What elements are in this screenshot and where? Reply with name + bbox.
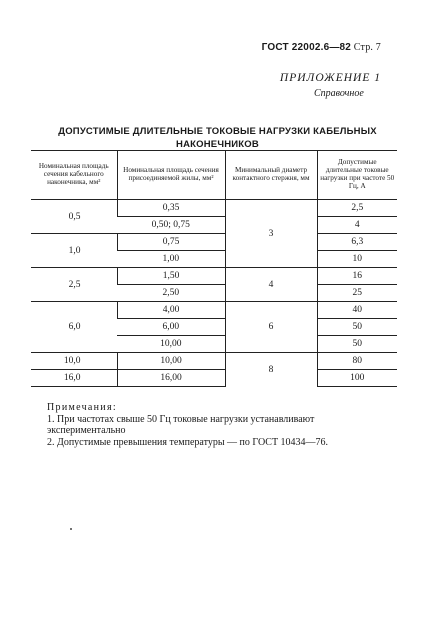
header-rod-diameter: Минимальный диаметр контактного стержня, мм — [225, 151, 317, 200]
current-cell: 2,5 — [317, 200, 397, 217]
table-title — [40, 125, 395, 151]
current-cell: 40 — [317, 302, 397, 319]
table-row — [31, 200, 397, 217]
wire-section-cell: 16,00 — [117, 370, 225, 387]
page-number: Стр. 7 — [353, 42, 381, 53]
notes-section — [47, 402, 393, 448]
current-cell: 50 — [317, 319, 397, 336]
rod-diameter-cell: 8 — [225, 353, 317, 387]
table-row — [31, 353, 397, 370]
wire-section-cell: 0,50; 0,75 — [117, 217, 225, 234]
wire-section-cell: 4,00 — [117, 302, 225, 319]
current-cell: 16 — [317, 268, 397, 285]
standard-number: ГОСТ 22002.6—82 — [261, 42, 352, 53]
table-title-line-2: НАКОНЕЧНИКОВ — [176, 139, 259, 150]
current-cell: 80 — [317, 353, 397, 370]
wire-section-cell: 0,75 — [117, 234, 225, 251]
table-row — [31, 370, 397, 387]
table-title-line-1: ДОПУСТИМЫЕ ДЛИТЕЛЬНЫЕ ТОКОВЫЕ НАГРУЗКИ КАБЕЛЬНЫХ — [58, 126, 377, 137]
current-cell: 4 — [317, 217, 397, 234]
rod-diameter-cell: 4 — [225, 268, 317, 302]
wire-section-cell: 10,00 — [117, 336, 225, 353]
lug-section-cell: 10,0 — [31, 353, 117, 370]
table-row — [31, 268, 397, 285]
header-wire-section: Номинальная площадь сечения присоединяемой жилы, мм² — [117, 151, 225, 200]
wire-section-cell: 1,00 — [117, 251, 225, 268]
table-header-row — [31, 151, 397, 200]
page-header — [262, 42, 381, 53]
current-cell: 25 — [317, 285, 397, 302]
note-item-1: 1. При частотах свыше 50 Гц токовые нагрузки устанавливают экспериментально — [47, 413, 315, 436]
header-current-load: Допустимые длительные токовые нагрузки при частоте 50 Гц, А — [317, 151, 397, 200]
appendix-subtitle: Справочное — [314, 88, 364, 99]
rod-diameter-cell: 6 — [225, 302, 317, 353]
table-row — [31, 302, 397, 319]
lug-section-cell: 2,5 — [31, 268, 117, 302]
rod-diameter-cell: 3 — [225, 200, 317, 268]
current-cell: 100 — [317, 370, 397, 387]
lug-section-cell: 16,0 — [31, 370, 117, 387]
appendix-title: ПРИЛОЖЕНИЕ 1 — [279, 72, 381, 84]
wire-section-cell: 2,50 — [117, 285, 225, 302]
current-cell: 10 — [317, 251, 397, 268]
current-cell: 50 — [317, 336, 397, 353]
wire-section-cell: 1,50 — [117, 268, 225, 285]
header-lug-section: Номинальная площадь сечения кабельного наконечника, мм² — [31, 151, 117, 200]
table-row — [31, 234, 397, 251]
notes-heading: Примечания: — [47, 402, 117, 413]
wire-section-cell: 10,00 — [117, 353, 225, 370]
lug-section-cell: 1,0 — [31, 234, 117, 268]
current-load-table — [31, 150, 397, 387]
lug-section-cell: 6,0 — [31, 302, 117, 353]
wire-section-cell: 6,00 — [117, 319, 225, 336]
page-speck — [70, 528, 72, 530]
note-item-2: 2. Допустимые превышения температуры — по ГОСТ 10434—76. — [47, 436, 329, 448]
lug-section-cell: 0,5 — [31, 200, 117, 234]
wire-section-cell: 0,35 — [117, 200, 225, 217]
current-cell: 6,3 — [317, 234, 397, 251]
